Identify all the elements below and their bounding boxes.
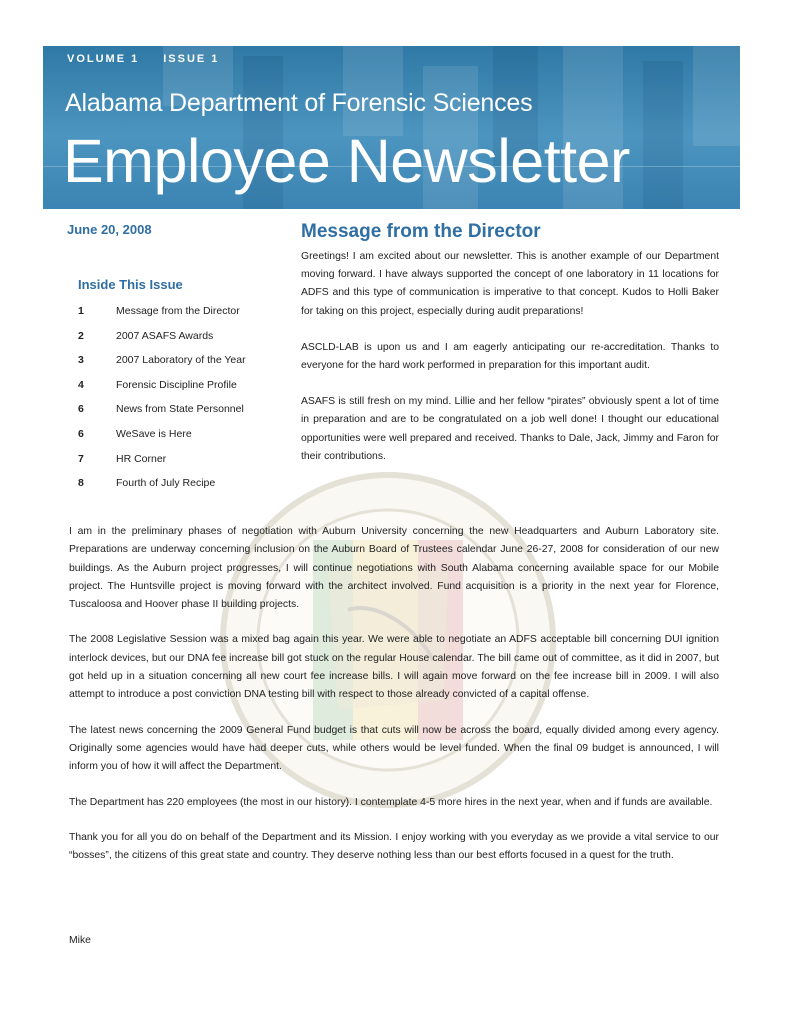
issue-line [67, 53, 219, 65]
article-body [69, 523, 719, 882]
volume-label: VOLUME 1 [67, 53, 140, 65]
toc-page-number: 3 [78, 354, 84, 367]
newsletter-title: Employee Newsletter [63, 127, 630, 195]
toc-label: HR Corner [116, 452, 167, 465]
director-paragraph: ASCLD-LAB is upon us and I am eagerly anticipating our re-accreditation. Thanks to everyone for the hard work performed in preparation for this important audit. [301, 341, 719, 372]
toc-item [78, 477, 278, 502]
banner-decor [693, 46, 740, 146]
toc-label: Fourth of July Recipe [116, 477, 216, 490]
toc-page-number: 6 [78, 427, 84, 440]
toc-label: 2007 ASAFS Awards [116, 329, 214, 342]
director-message-heading: Message from the Director [301, 221, 541, 242]
toc-item [78, 453, 278, 478]
toc-page-number: 1 [78, 305, 84, 317]
toc-label: Message from the Director [116, 305, 240, 317]
body-paragraph: The 2008 Legislative Session was a mixed bag again this year. We were able to negotiate an ADFS acceptable bill concerning DUI ignition interlock devices, but our DNA fee increase bill got stuck on the regular House calendar. The bill came out of committee, as it did in 2007, but got held up in a situation concerning all new court fee increase bills. I will again move forward on the fee increase bill in 2009. I will also attempt to introduce a post conviction DNA testing bill with respect to those already convicted of a capital offense. [69, 634, 719, 701]
banner-decor [643, 61, 683, 209]
director-paragraph: Greetings! I am excited about our newsletter. This is another example of our Department moving forward. I have always supported the concept of one laboratory in 11 locations for ADFS and this type of communication is imperative to that concept. Kudos to Holli Baker for taking on this project, especially during audit preparations! [301, 251, 719, 317]
director-message-body [301, 248, 719, 484]
director-paragraph: ASAFS is still fresh on my mind. Lillie and her fellow “pirates” obviously spent a lot of time in preparation and are to be congratulated on a job well done! I thought our educational opportunities were well prepared and received. Thanks to Dale, Jack, Jimmy and Faron for their contributions. [301, 396, 719, 462]
toc-item [78, 354, 278, 379]
table-of-contents [78, 305, 278, 502]
newsletter-banner [43, 46, 740, 209]
toc-item [78, 305, 278, 330]
body-paragraph: I am in the preliminary phases of negotiation with Auburn University concerning the new Headquarters and Auburn Laboratory site. Preparations are underway concerning inclusion on the Auburn Board of Trustees calendar June 26-27, 2008 for consideration of our new buildings. As the Auburn project progresses, I will continue negotiations with South Alabama concerning available space for our Mobile project. The Huntsville project is moving forward with the architect involved. Fund acquisition is a priority in the next year for Florence, Tuscaloosa and Hoover phase II building projects. [69, 526, 719, 611]
toc-label: News from State Personnel [116, 403, 244, 416]
issue-date: June 20, 2008 [67, 222, 152, 237]
body-paragraph: The Department has 220 employees (the most in our history). I contemplate 4-5 more hires in the next year, when and if funds are available. [69, 796, 713, 808]
toc-page-number: 8 [78, 477, 84, 490]
toc-item [78, 379, 278, 404]
toc-label: WeSave is Here [116, 427, 192, 440]
toc-label: 2007 Laboratory of the Year [116, 354, 246, 367]
toc-page-number: 4 [78, 378, 84, 391]
toc-page-number: 2 [78, 329, 84, 342]
toc-item [78, 403, 278, 428]
issue-label: ISSUE 1 [163, 53, 220, 65]
toc-item [78, 330, 278, 355]
organization-name: Alabama Department of Forensic Sciences [65, 89, 533, 117]
toc-label: Forensic Discipline Profile [116, 378, 237, 391]
toc-page-number: 6 [78, 403, 84, 416]
signature: Mike [69, 935, 91, 946]
inside-this-issue-heading: Inside This Issue [78, 277, 183, 292]
toc-page-number: 7 [78, 452, 84, 465]
body-paragraph: Thank you for all you do on behalf of the Department and its Mission. I enjoy working with you everyday as we provide a vital service to our “bosses”, the citizens of this great state and country. They deserve nothing less than our best efforts focused in a quest for the truth. [69, 831, 719, 862]
toc-item [78, 428, 278, 453]
body-paragraph: The latest news concerning the 2009 General Fund budget is that cuts will now be across the board, equally divided among every agency. Originally some agencies would have had deeper cuts, while others would be level funded. When the final 09 budget is announced, I will inform you of how it will affect the Department. [69, 724, 719, 773]
